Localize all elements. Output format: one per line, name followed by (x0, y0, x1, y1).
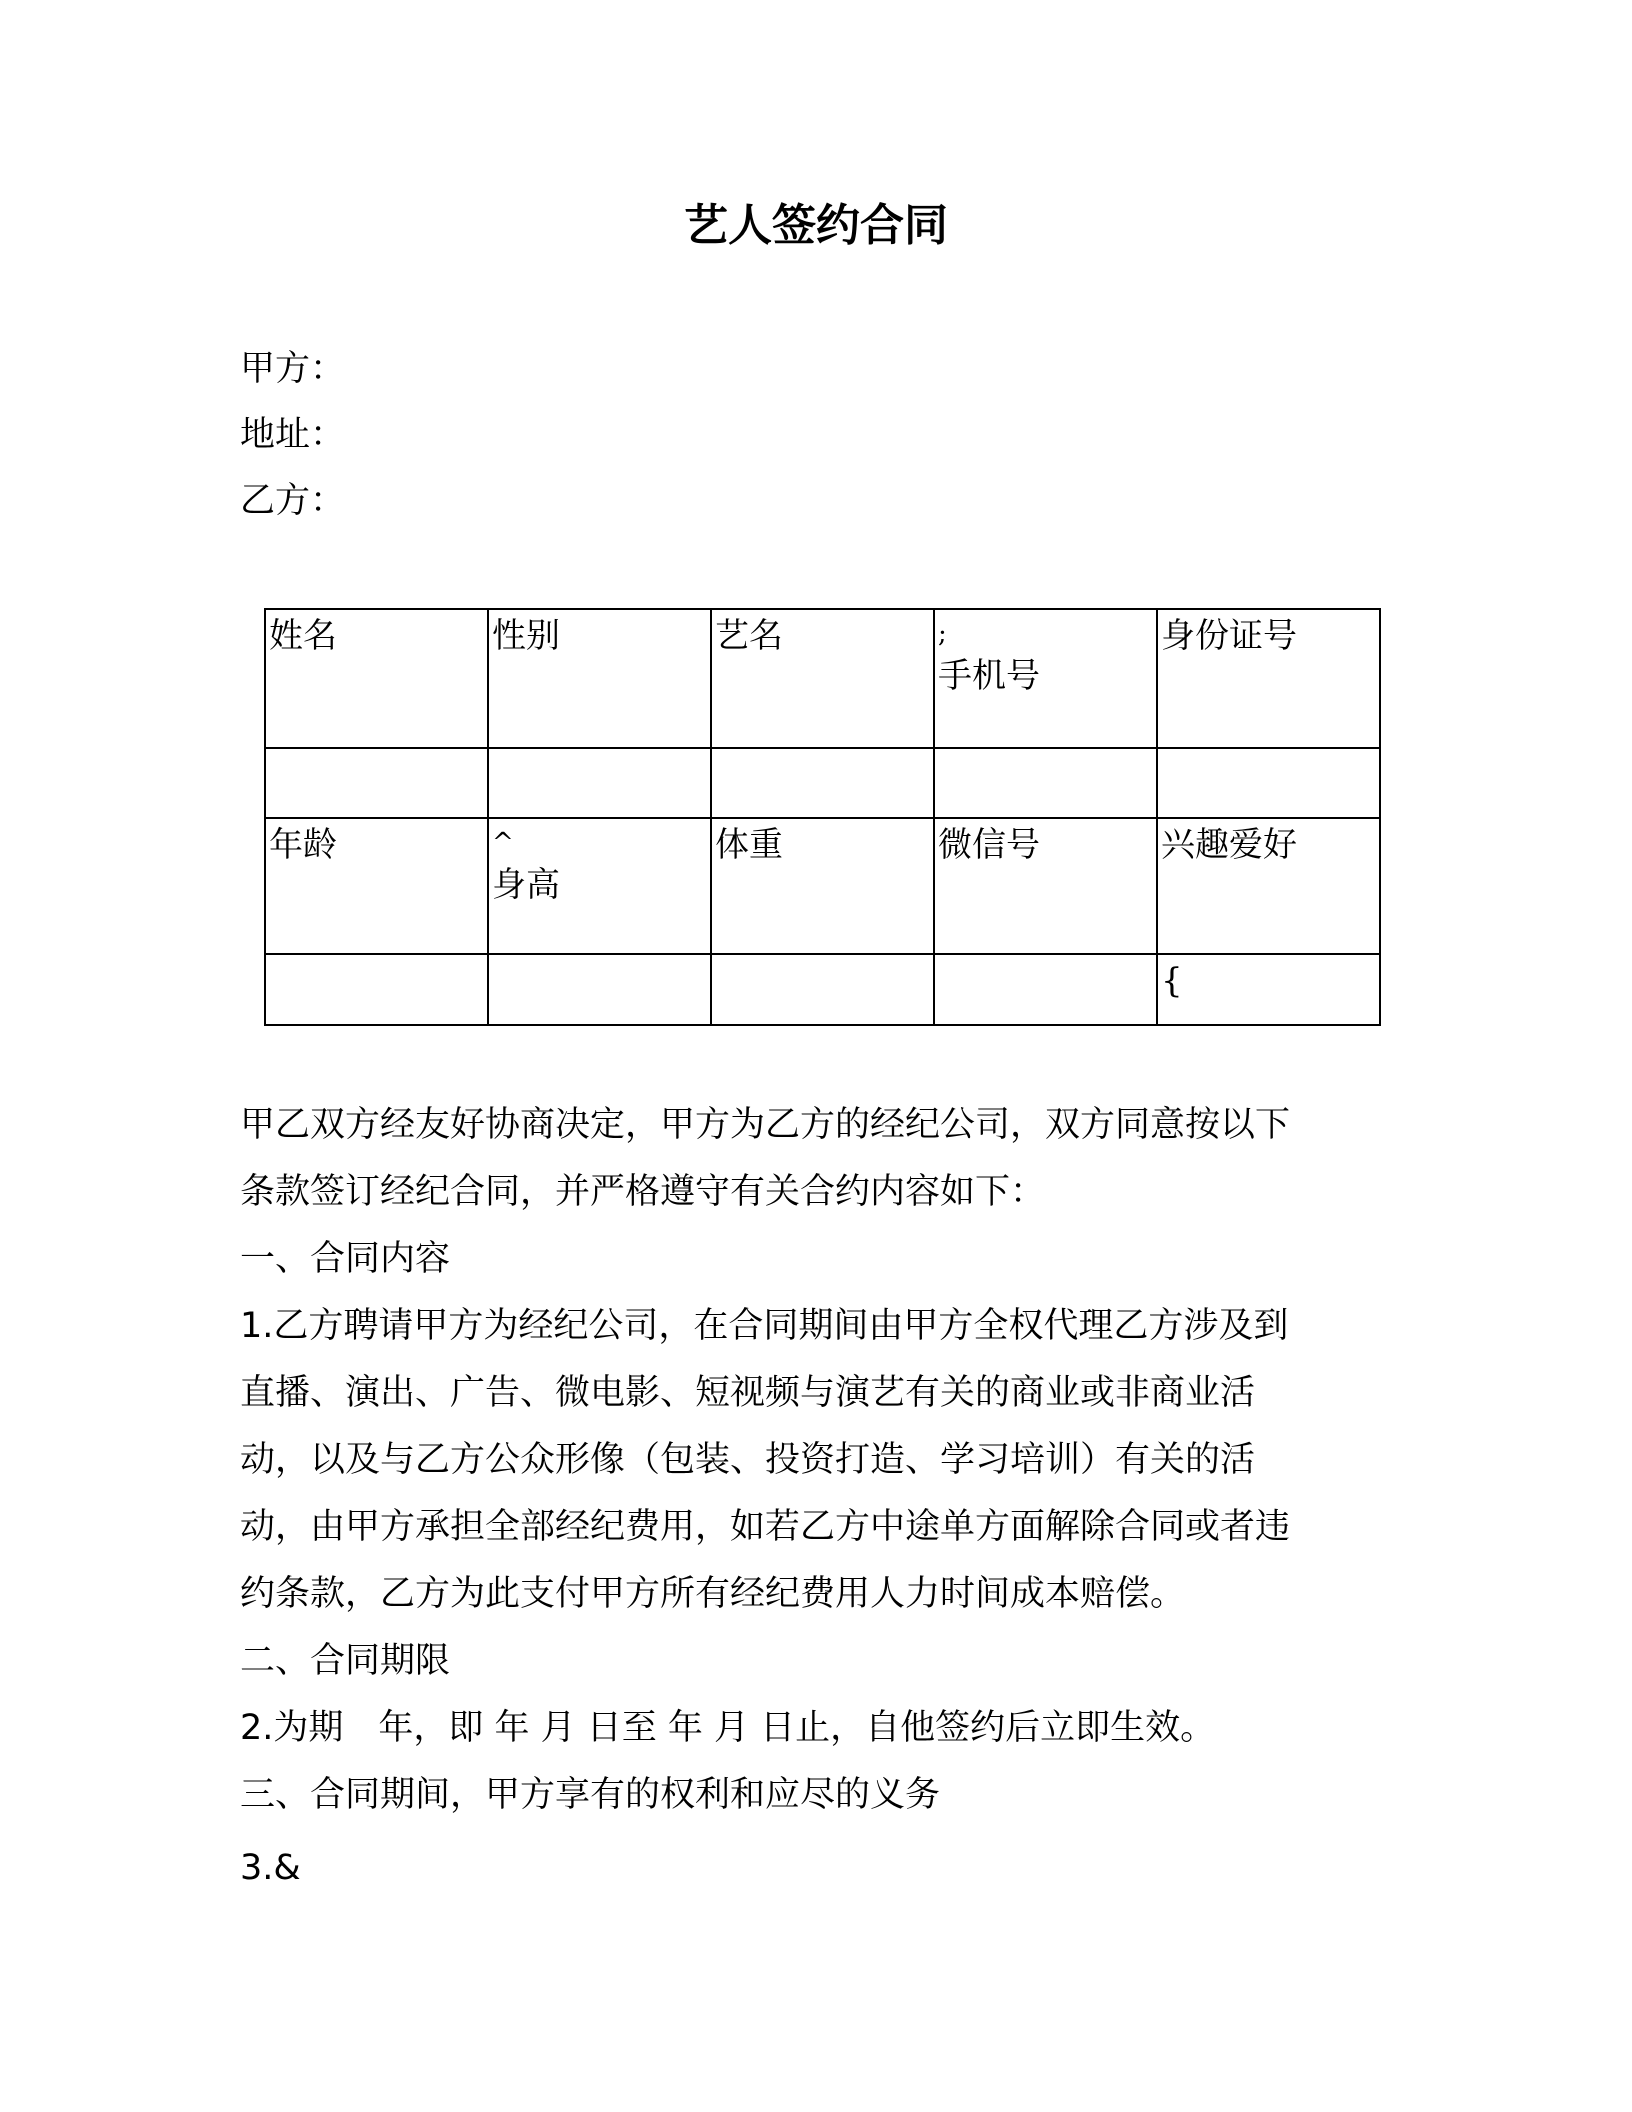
name-header: 姓名 (269, 616, 337, 656)
height-header: 身高 (492, 865, 560, 905)
table-row (265, 954, 1380, 1025)
table-cell (711, 609, 934, 748)
section-heading: 一、合同内容 (240, 1239, 451, 1279)
hobbies-header: 兴趣爱好 (1161, 825, 1297, 865)
wechat-value-cell[interactable] (934, 954, 1157, 1025)
paragraph-line: 3.& (240, 1848, 301, 1888)
paragraph-line: 1.乙方聘请甲方为经纪公司，在合同期间由甲方全权代理乙方涉及到 (240, 1306, 1289, 1346)
gender-header: 性别 (492, 616, 560, 656)
paragraph-line: 2.为期 年，即 年 月 日至 年 月 日止，自他签约后立即生效。 (240, 1708, 1216, 1748)
weight-header: 体重 (715, 825, 783, 865)
stage-name-header: 艺名 (715, 616, 783, 656)
phone-header: 手机号 (938, 656, 1040, 696)
party-a-label: 甲方： (240, 349, 346, 389)
hobbies-value-cell[interactable] (1157, 954, 1380, 1025)
address-label: 地址： (240, 415, 346, 455)
section-heading: 三、合同期间，甲方享有的权利和应尽的义务 (240, 1775, 941, 1815)
stage-name-value-cell[interactable] (711, 748, 934, 818)
table-row (265, 609, 1380, 748)
table-cell (1157, 609, 1380, 748)
table-cell (488, 609, 711, 748)
paragraph-line: 动，由甲方承担全部经纪费用，如若乙方中途单方面解除合同或者违 (240, 1507, 1291, 1547)
stray-mark: { (1161, 961, 1183, 1001)
artist-info-table (264, 608, 1381, 1026)
table-row (265, 748, 1380, 818)
name-value-cell[interactable] (265, 748, 488, 818)
section-heading: 二、合同期限 (240, 1641, 451, 1681)
document-title: 艺人签约合同 (684, 200, 948, 251)
table-cell (265, 609, 488, 748)
table-cell (934, 609, 1157, 748)
paragraph-line: 直播、演出、广告、微电影、短视频与演艺有关的商业或非商业活 (240, 1373, 1256, 1413)
id-number-header: 身份证号 (1161, 616, 1297, 656)
table-cell (934, 818, 1157, 954)
contract-body (240, 1092, 1290, 1902)
party-b-label: 乙方： (240, 481, 346, 521)
table-row (265, 818, 1380, 954)
paragraph-line: 条款签订经纪合同，并严格遵守有关合约内容如下： (240, 1172, 1046, 1212)
id-number-value-cell[interactable] (1157, 748, 1380, 818)
wechat-header: 微信号 (938, 825, 1040, 865)
stray-mark: ^ (492, 828, 514, 858)
height-value-cell[interactable] (488, 954, 711, 1025)
stray-mark: ; (938, 619, 947, 649)
paragraph-line: 动，以及与乙方公众形像（包装、投资打造、学习培训）有关的活 (240, 1440, 1256, 1480)
table-cell (488, 818, 711, 954)
table-cell (711, 818, 934, 954)
gender-value-cell[interactable] (488, 748, 711, 818)
age-value-cell[interactable] (265, 954, 488, 1025)
table-cell (265, 818, 488, 954)
table-cell (1157, 818, 1380, 954)
age-header: 年龄 (269, 825, 337, 865)
paragraph-line: 甲乙双方经友好协商决定，甲方为乙方的经纪公司，双方同意按以下 (240, 1105, 1291, 1145)
phone-value-cell[interactable] (934, 748, 1157, 818)
weight-value-cell[interactable] (711, 954, 934, 1025)
paragraph-line: 约条款，乙方为此支付甲方所有经纪费用人力时间成本赔偿。 (240, 1574, 1186, 1614)
